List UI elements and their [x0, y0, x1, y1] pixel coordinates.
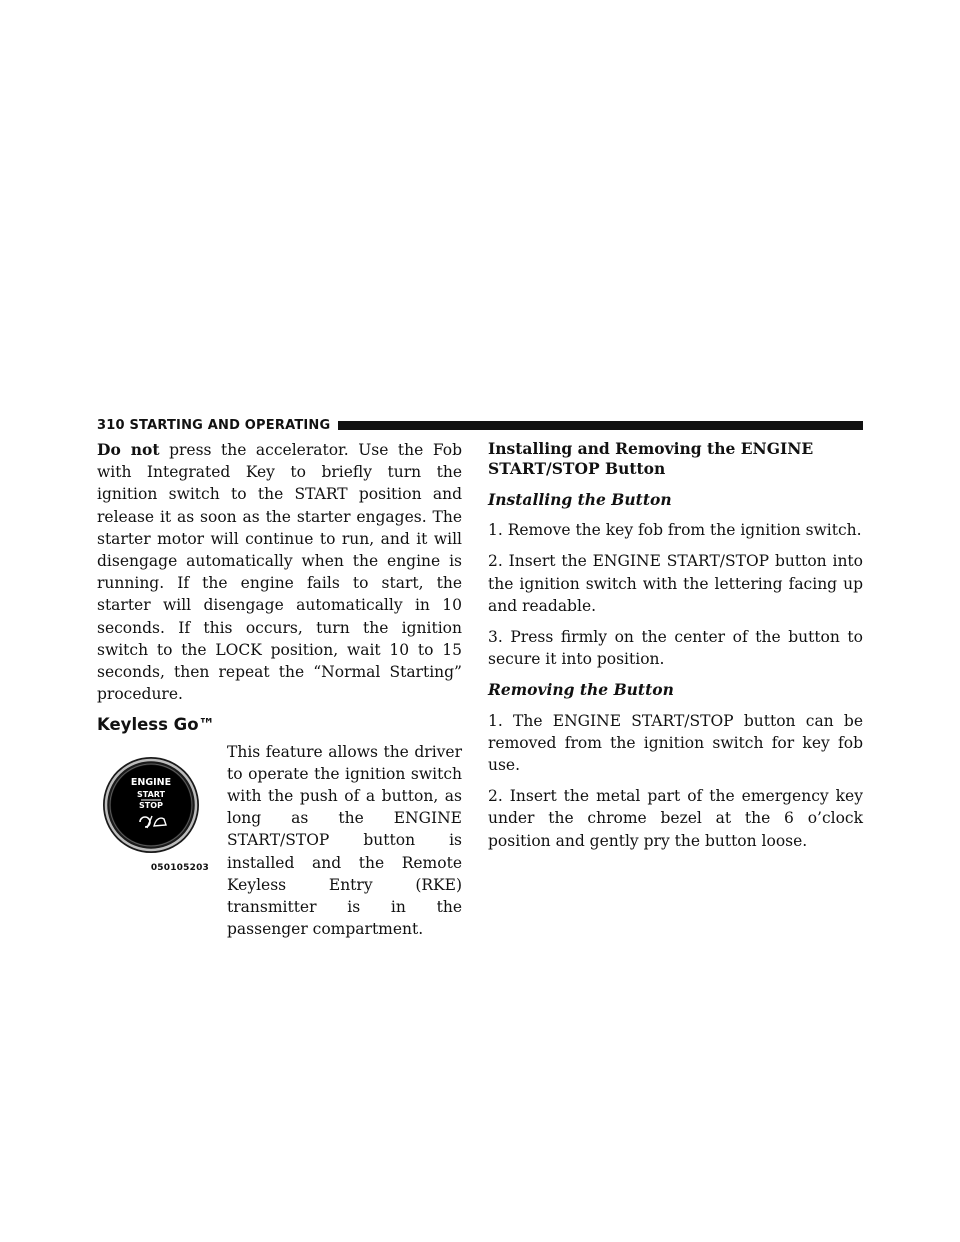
button-start-label: START — [136, 789, 166, 799]
starting-paragraph-text: press the accelerator. Use the Fob with Integrated Key to briefly turn the ignition switch to the START position and release it as soon as the starter engages. The starter motor will continue to run, and it will disengage automatically when the engine is running. If the engine fails to start, the starter will disengage automatically in 10 seconds. If this occurs, turn the ignition switch to the LOCK position, wait 10 to 15 seconds, then repeat the “Normal Starting” procedure. — [97, 441, 462, 704]
installing-removing-heading: Installing and Removing the ENGINE START/STOP Button — [488, 439, 814, 478]
page-label: 310 STARTING AND OPERATING — [97, 417, 331, 433]
starting-paragraph — [97, 439, 462, 705]
keyless-go-feature — [97, 741, 462, 950]
header-rule — [338, 421, 863, 430]
engine-start-stop-figure — [97, 755, 209, 879]
keyless-go-text: This feature allows the driver to operate the ignition switch with the push of a button, as long as the ENGINE START/STOP button is installed and the Remote Keyless Entry (RKE) transmitter is in the passenger compartment. — [227, 742, 462, 939]
keyless-go-heading: Keyless Go™ — [97, 715, 216, 735]
button-engine-label: ENGINE — [130, 776, 172, 788]
installing-subheading: Installing the Button — [488, 490, 672, 509]
start-stop-button-icon — [97, 755, 209, 855]
left-column — [97, 439, 462, 949]
do-not-lead: Do not — [97, 440, 160, 459]
install-step-3: 3. Press firmly on the center of the button to secure it into position. — [488, 628, 863, 669]
running-header — [97, 417, 863, 433]
remove-step-2: 2. Insert the metal part of the emergency key under the chrome bezel at the 6 o’clock position and gently pry the button loose. — [488, 787, 863, 850]
remove-step-1: 1. The ENGINE START/STOP button can be removed from the ignition switch for key fob use. — [488, 711, 863, 775]
install-step-1: 1. Remove the key fob from the ignition switch. — [488, 521, 862, 540]
install-step-2: 2. Insert the ENGINE START/STOP button into the ignition switch with the lettering facing up and readable. — [488, 552, 863, 615]
figure-caption: 050105203 — [150, 862, 209, 873]
removing-subheading: Removing the Button — [488, 680, 674, 700]
right-column — [488, 439, 863, 861]
button-stop-label: STOP — [139, 800, 163, 810]
